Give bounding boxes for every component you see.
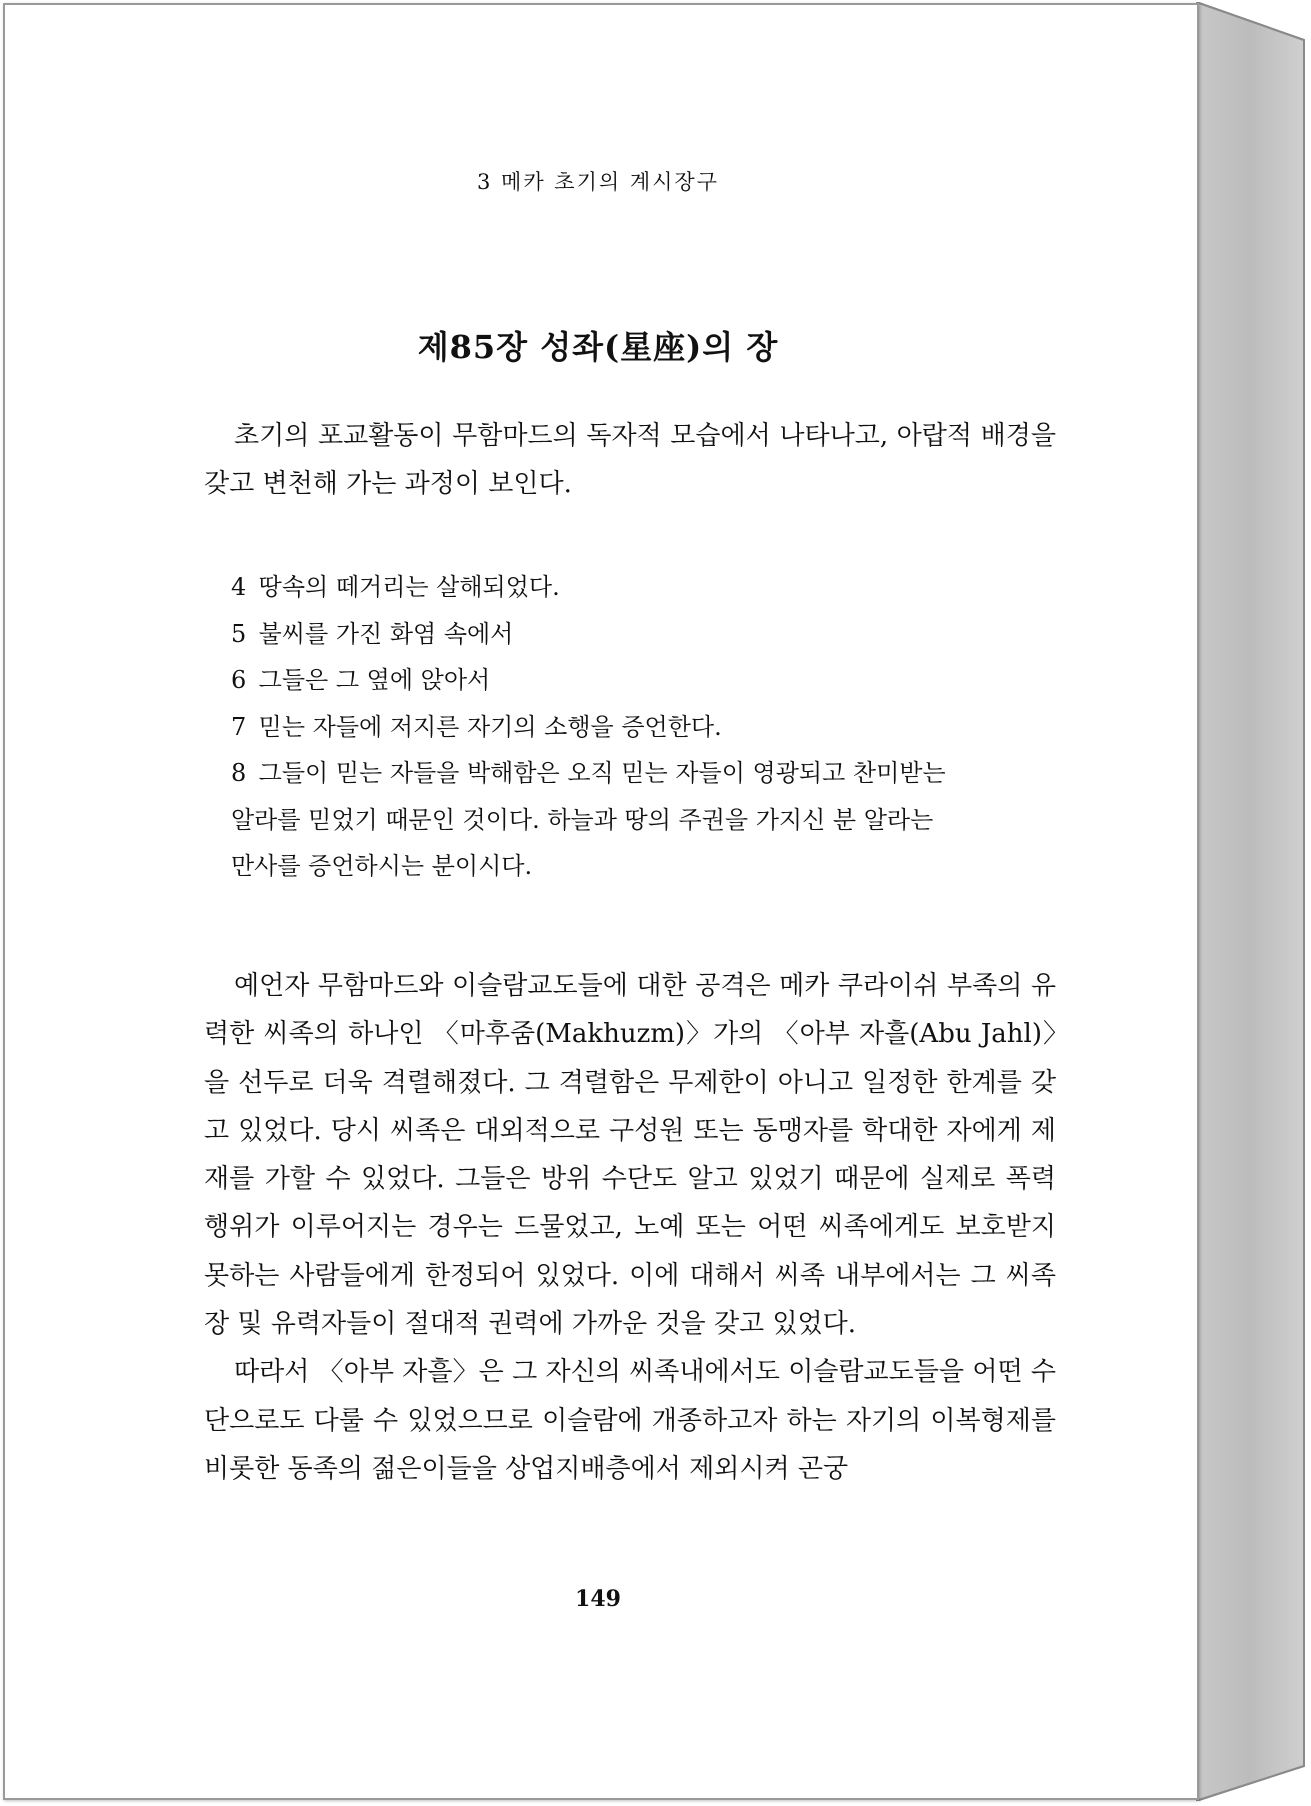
body-text	[204, 962, 1056, 1493]
chapter-title: 제85장 성좌(星座)의 장	[417, 328, 779, 366]
verse-text: 믿는 자들에 저지른 자기의 소행을 증언한다.	[258, 712, 722, 741]
verse-line	[231, 750, 1056, 797]
verse-list	[231, 564, 1056, 890]
verse-line	[231, 657, 1056, 704]
verse-text: 만사를 증언하시는 분이시다.	[231, 852, 533, 880]
body-paragraph: 따라서 〈아부 자흘〉은 그 자신의 씨족내에서도 이슬람교도들을 어떤 수단으로도 다룰 수 있었으므로 이슬람에 개종하고자 하는 자기의 이복형제를 비롯한 동족의 젊은이들을 상업지배층에서 제외시켜 곤궁	[204, 1357, 1056, 1484]
verse-number: 6	[231, 666, 247, 694]
verse-number: 5	[231, 619, 247, 648]
body-paragraph: 예언자 무함마드와 이슬람교도들에 대한 공격은 메카 쿠라이쉬 부족의 유력한 씨족의 하나인 〈마후줌(Makhuzm)〉가의 〈아부 자흘(Abu Jahl)〉을 선두로 더욱 격렬해졌다. 그 격렬함은 무제한이 아니고 일정한 한계를 갖고 있었다. 당시 씨족은 대외적으로 구성원 또는 동맹자를 학대한 자에게 제재를 가할 수 있었다. 그들은 방위 수단도 알고 있었기 때문에 실제로 폭력 행위가 이루어지는 경우는 드물었고, 노예 또는 어떤 씨족에게도 보호받지 못하는 사람들에게 한정되어 있었다. 이에 대해서 씨족 내부에서는 그 씨족장 및 유력자들이 절대적 권력에 가까운 것을 갖고 있었다.	[204, 971, 1056, 1340]
running-head: 3 메카 초기의 계시장구	[477, 170, 719, 194]
verse-number: 4	[231, 573, 247, 601]
verse-text: 그들이 믿는 자들을 박해함은 오직 믿는 자들이 영광되고 찬미받는	[258, 759, 946, 787]
intro-paragraph: 초기의 포교활동이 무함마드의 독자적 모습에서 나타나고, 아랍적 배경을 갖고 변천해 가는 과정이 보인다.	[204, 421, 1056, 499]
verse-line	[231, 611, 1056, 658]
verse-line	[231, 797, 1056, 844]
verse-text: 그들은 그 옆에 앉아서	[258, 666, 491, 694]
verse-text: 불씨를 가진 화염 속에서	[258, 619, 514, 648]
verse-number: 7	[231, 712, 247, 741]
book-edge	[1196, 0, 1311, 1806]
page-number: 149	[575, 1586, 621, 1612]
verse-text: 땅속의 떼거리는 살해되었다.	[258, 573, 560, 601]
verse-line	[231, 704, 1056, 751]
verse-line	[231, 843, 1056, 890]
verse-number: 8	[231, 759, 247, 787]
verse-text: 알라를 믿었기 때문인 것이다. 하늘과 땅의 주권을 가지신 분 알라는	[231, 805, 934, 834]
verse-line	[231, 564, 1056, 611]
